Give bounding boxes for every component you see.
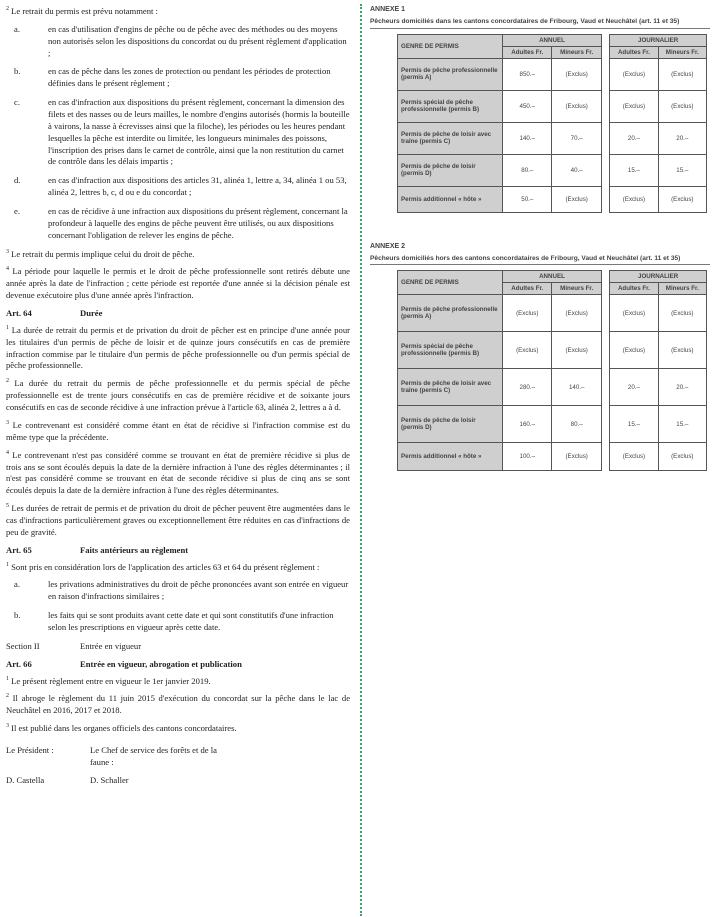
paragraph-64-1: $^1$ La durée de retrait du permis et de privation du droit de pêcher est en principe d'une année pour les titulaires d'un permis de pêche de loisir et de quinze jours consécutifs en cas de première infraction commise par le titulaire d'un permis de pêche professionnelle ou d'un permis spécial de pêche professionnelle. [6,324,350,371]
article-66-heading: Art. 66 Entrée en vigueur, abrogation et publication [6,658,242,669]
annexes-column [370,6,710,493]
annex-2 [370,243,710,472]
annuel-header: ANNUEL [503,271,602,283]
paragraph-66-2: $^2$ Il abroge le règlement du 11 juin 2015 d'exécution du concordat sur la pêche dans le lac de Neuchâtel en 2016, 2017 et 2018. [6,693,351,716]
list-art65 [6,579,350,633]
journalier-header: JOURNALIER [610,271,707,283]
chief-role: Le Chef de service des forêts et de la faune : [90,744,217,767]
article-65-heading: Art. 65 Faits antérieurs au règlement [6,544,189,555]
paragraph-65-1: $^1$ Sont pris en considération lors de l'application des articles 63 et 64 du présent règlement : [6,561,320,572]
table-row: Permis de pêche de loisir (permis D) 160.– 80.– 15.– 15.– [398,406,707,443]
table-header-row [398,271,707,283]
mineurs-header: Mineurs Fr. [658,46,706,58]
table-row: Permis spécial de pêche professionnelle (permis B) (Exclus) (Exclus) (Exclus) (Exclus) [398,332,707,369]
regulation-text-column [6,6,350,791]
adultes-header: Adultes Fr. [503,283,552,295]
adultes-header: Adultes Fr. [503,46,552,58]
chief-name: D. Schaller [90,774,129,785]
table-row: Permis additionnel « hôte » 50.– (Exclus) (Exclus) (Exclus) [398,186,707,212]
list-item: a. en cas d'utilisation d'engins de pêche ou de pêche avec des méthodes ou des moyens non autorisés selon les dispositions du concordat ou du présent règlement d'application ; [14,23,347,58]
genre-header: GENRE DE PERMIS [398,34,503,58]
list-item: e. en cas de récidive à une infraction aux dispositions du présent règlement, concernant la profondeur à laquelle des engins de pêche peuvent être utilisés, ou aux dispositions concernant l'obligation de relever les engins de pêche. [14,206,348,240]
section-heading: Section II Entrée en vigueur [6,640,142,651]
fee-table [397,270,707,471]
annex-1 [370,6,710,213]
list-art63 [6,24,350,242]
genre-header: GENRE DE PERMIS [398,271,503,295]
list-item: b. les faits qui se sont produits avant cette date et qui sont constitutifs d'une infraction selon les prescriptions en vigueur après cette date. [14,610,334,632]
table-row: Permis spécial de pêche professionnelle (permis B) 450.– (Exclus) (Exclus) (Exclus) [398,90,707,122]
annex-title: Pêcheurs domiciliés dans les cantons concordataires de Fribourg, Vaud et Neuchâtel (art. 11 et 35) [370,17,710,29]
paragraph-63-4: $^4$ La période pour laquelle le permis et le droit de pêche professionnelle sont retirés débute une année après la date de l'infraction ; cette période est reportée d'une année si la décision pénale est devenue exécutoire plus d'une année après l'infraction. [6,266,350,301]
annex-label: ANNEXE 2 [370,242,406,250]
list-item: b. en cas de pêche dans les zones de protection ou pendant les périodes de protection définies dans le présent règlement ; [14,66,331,89]
signature-names [6,775,350,787]
table-row: Permis de pêche de loisir avec traîne (permis C) 280.– 140.– 20.– 20.– [398,369,707,406]
annuel-header: ANNUEL [503,34,602,46]
list-item: a. les privations administratives du droit de pêche prononcées avant son entrée en vigueur en raison d'infractions similaires ; [14,579,349,602]
paragraph-64-2: $^2$ La durée du retrait du permis de pêche professionnelle et du permis spécial de pêche professionnelle est de trente jours consécutifs en cas de première récidive et de soixante jours consécutifs en cas de seconde récidive à une infraction prévue à l'article 63, alinéa 2, lettres a à d. [6,378,350,413]
president-role: Le Président : [6,744,54,755]
paragraph-63-2: $^2$ Le retrait du permis est prévu notamment : [6,6,158,16]
mineurs-header: Mineurs Fr. [552,46,601,58]
mineurs-header: Mineurs Fr. [658,283,706,295]
table-row: Permis de pêche de loisir avec traîne (permis C) 140.– 70.– 20.– 20.– [398,122,707,154]
article-64-heading: Art. 64 Durée [6,308,103,319]
mineurs-header: Mineurs Fr. [552,283,601,295]
paragraph-66-1: $^1$ Le présent règlement entre en vigueur le 1er janvier 2019. [6,675,211,686]
table-header-row [398,34,707,46]
paragraph-64-3: $^3$ Le contrevenant est considéré comme étant en état de récidive si l'infraction commise est du même type que la précédente. [6,419,350,442]
column-divider [360,4,362,916]
paragraph-63-3: $^3$ Le retrait du permis implique celui du droit de pêche. [6,248,195,259]
fee-table [397,34,707,213]
table-row: Permis de pêche professionnelle (permis A) 850.– (Exclus) (Exclus) (Exclus) [398,58,707,90]
annex-title: Pêcheurs domiciliés hors des cantons concordataires de Fribourg, Vaud et Neuchâtel (art. 11 et 35) [370,254,710,266]
signature-roles [6,745,350,769]
paragraph-64-4: $^4$ Le contrevenant n'est pas considéré comme se trouvant en état de première récidive si plus de trois ans se sont écoulés depuis la date de la dernière infraction à l'une des règles déterminantes ; il n'est pas considéré comme se trouvant en état de seconde récidive si plus de cinq ans se sont écoulés depuis la date de la dernière infraction à l'une des règles déterminantes. [6,449,350,496]
adultes-header: Adultes Fr. [610,283,658,295]
paragraph-64-5: $^5$ Les durées de retrait de permis et de privation du droit de pêcher peuvent être augmentées dans le cas d'infractions particulièrement graves ou exceptionnellement être réduites en cas d'infractions de peu de gravité. [6,503,350,537]
president-name: D. Castella [6,774,45,785]
adultes-header: Adultes Fr. [610,46,658,58]
journalier-header: JOURNALIER [610,34,707,46]
paragraph-66-3: $^3$ Il est publié dans les organes officiels des cantons concordataires. [6,723,237,734]
table-row: Permis de pêche professionnelle (permis A) (Exclus) (Exclus) (Exclus) (Exclus) [398,295,707,332]
table-row: Permis additionnel « hôte » 100.– (Exclus) (Exclus) (Exclus) [398,443,707,471]
table-row: Permis de pêche de loisir (permis D) 80.– 40.– 15.– 15.– [398,154,707,186]
list-item: c. en cas d'infraction aux dispositions du présent règlement, concernant la dimension des filets et des nasses ou de leurs mailles, le nombre d'engins autorisés (hormis la bouteille à vairons, la nasse à écrevisses ainsi que la filoche), les périodes ou les heures pendant lesquelles la pêche est interdite ou limitée, les longueurs minimales des poissons, l'inscription des prises dans le carnet de contrôle, ainsi que la non restitution du carnet de contrôle dans les délais impartis ; [14,97,350,167]
annex-label: ANNEXE 1 [370,6,406,13]
list-item: d. en cas d'infraction aux dispositions des articles 31, alinéa 1, lettre a, 34, alinéa 1 ou 53, alinéa 2, lettres b, c, d ou e du concordat ; [14,175,347,198]
